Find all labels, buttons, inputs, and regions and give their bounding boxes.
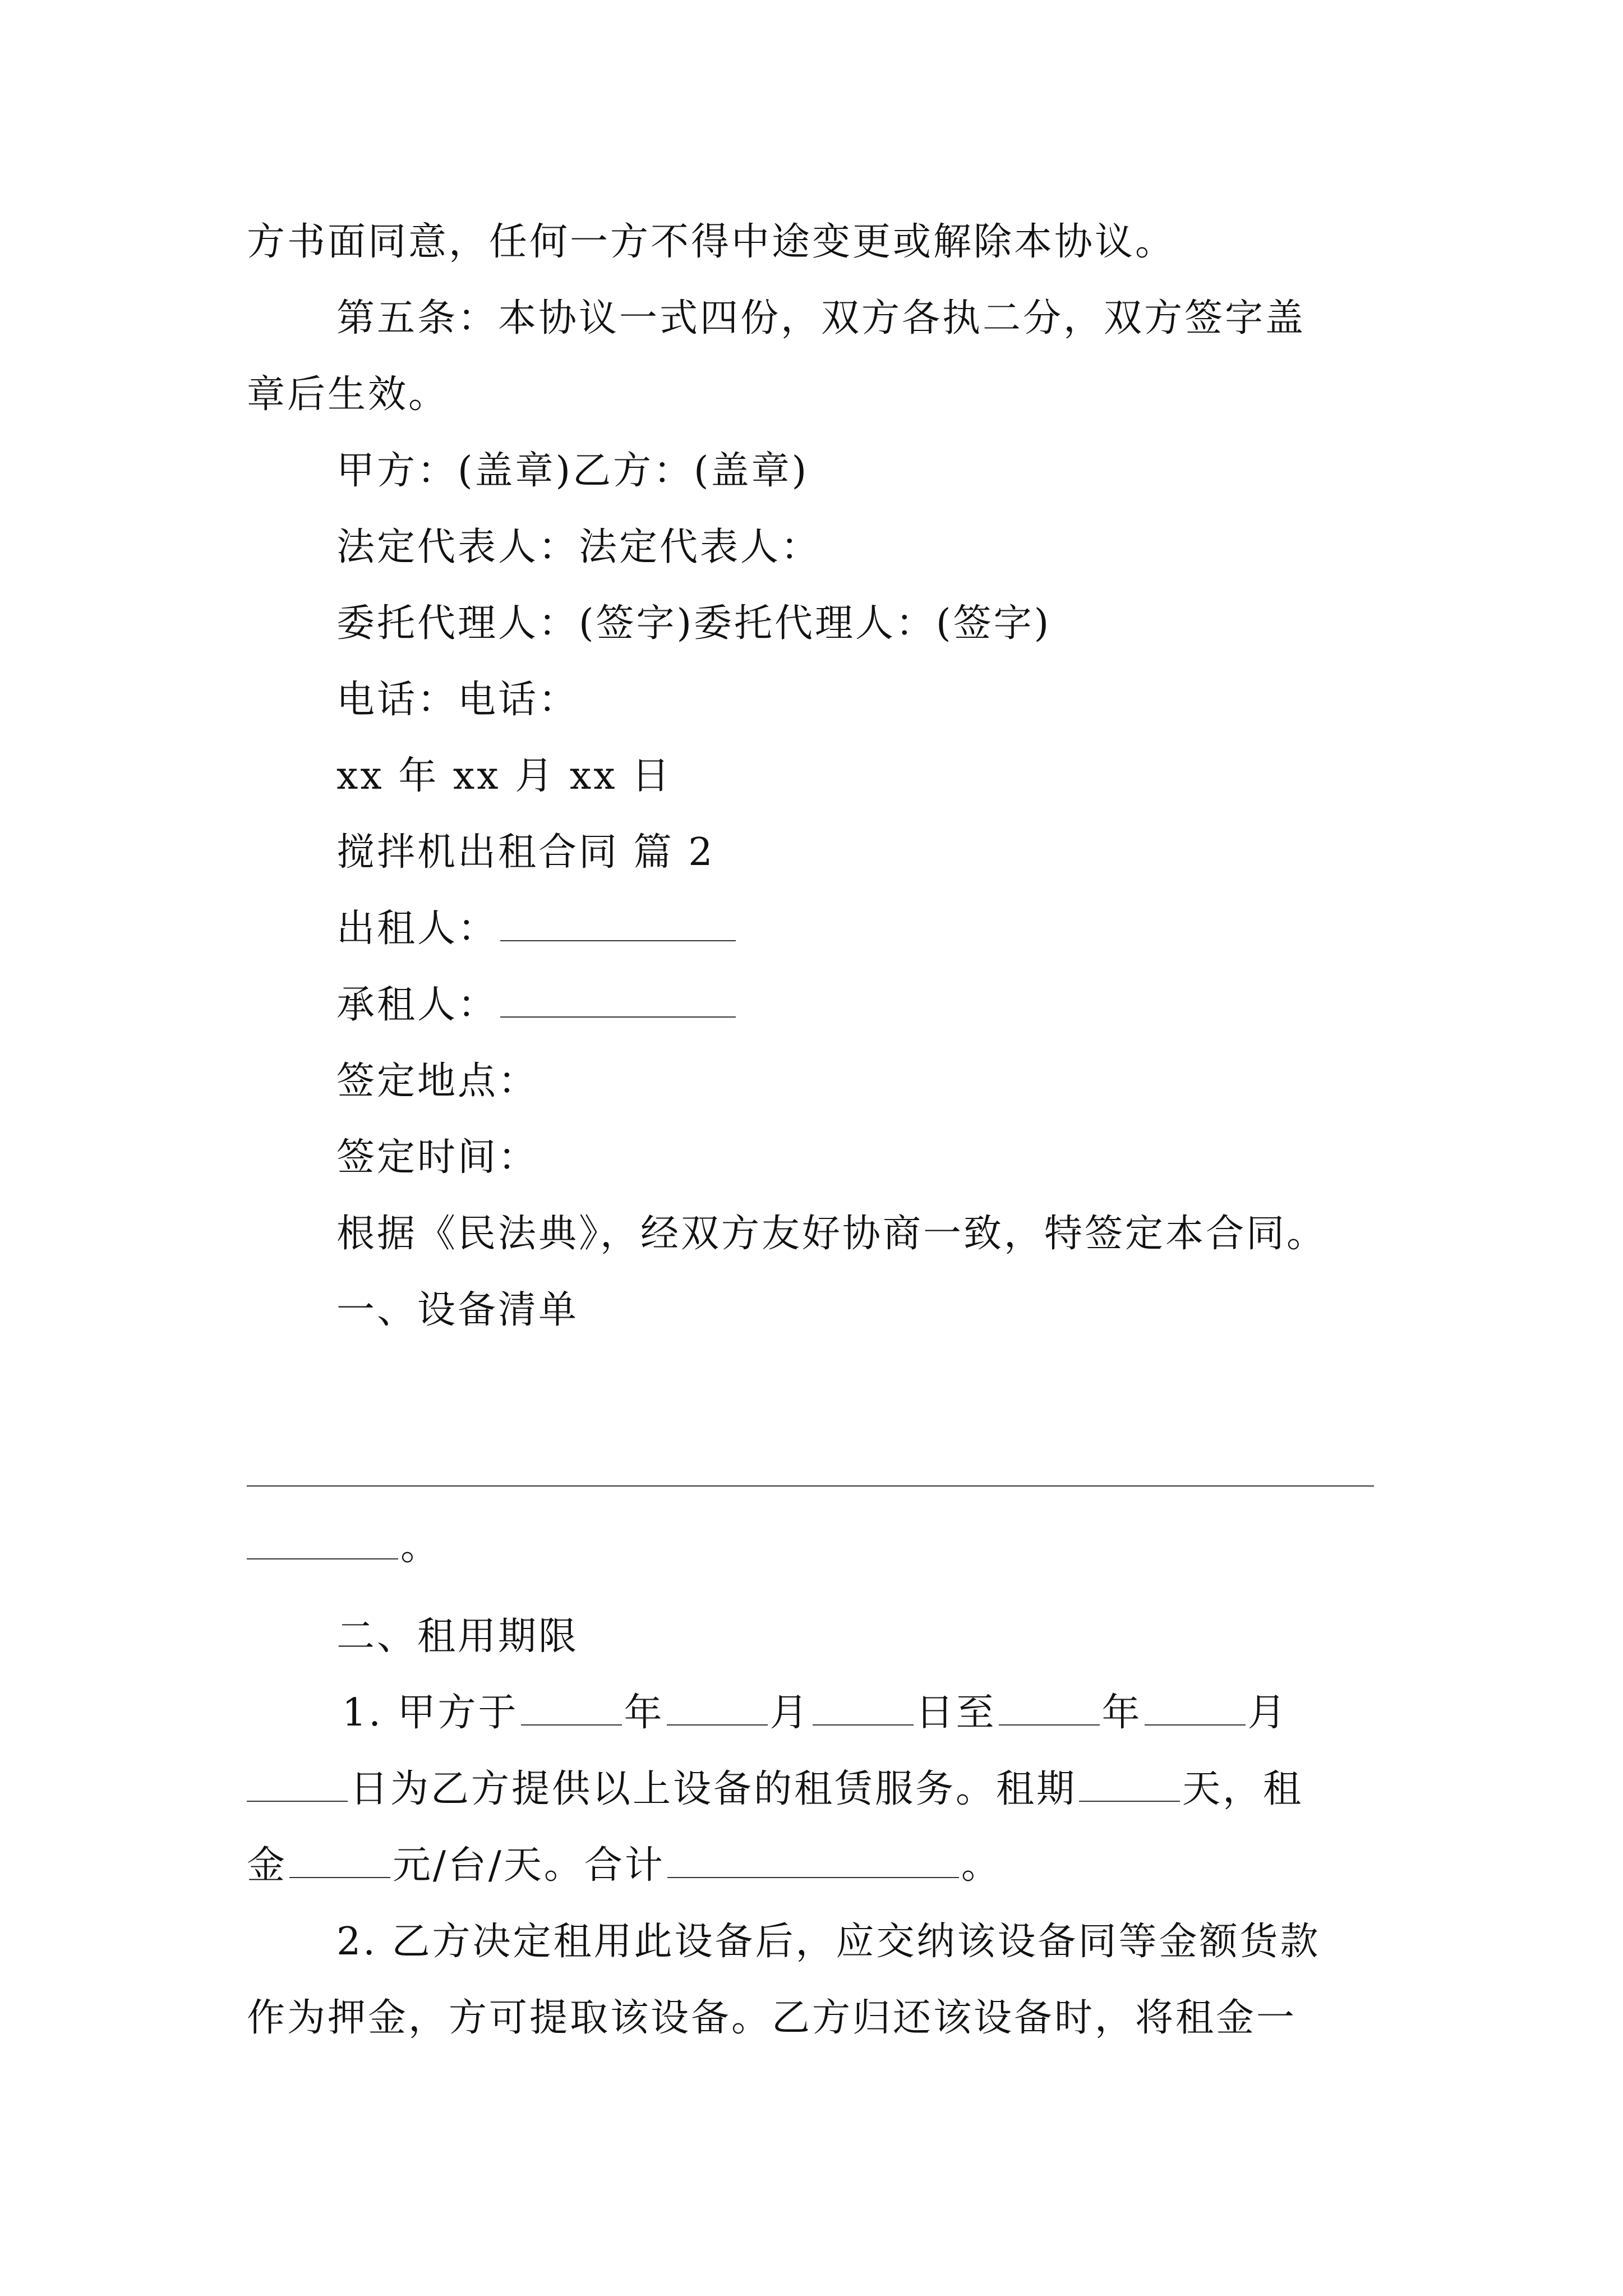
lessee-line — [336, 977, 738, 1033]
deposit-clause-line-1: 2. 乙方决定租用此设备后，应交纳该设备同等金额货款 — [336, 1920, 1321, 1964]
daily-rate-blank — [289, 1843, 390, 1878]
party-seal-line: 甲方：(盖章)乙方：(盖章) — [336, 449, 809, 493]
clause-text: 日至 — [915, 1691, 997, 1735]
period-mark: 。 — [400, 1525, 441, 1569]
preamble-line: 根据《民法典》，经双方友好协商一致，特签定本合同。 — [336, 1212, 1327, 1256]
lessor-blank — [500, 907, 736, 941]
lessee-label: 承租人： — [336, 983, 499, 1027]
paragraph-line: 章后生效。 — [247, 372, 449, 417]
total-amount-blank — [667, 1843, 959, 1878]
clause-text: 金 — [247, 1843, 288, 1888]
date-line: xx 年 xx 月 xx 日 — [336, 754, 672, 798]
phone-line: 电话：电话： — [336, 678, 579, 722]
signing-time-line: 签定时间： — [336, 1135, 539, 1180]
end-day-blank — [247, 1767, 348, 1802]
end-year-blank — [999, 1691, 1100, 1726]
deposit-clause-line-2: 作为押金，方可提取该设备。乙方归还该设备时，将租金一 — [247, 1996, 1297, 2040]
clause-text: 日为乙方提供以上设备的租赁服务。租期 — [350, 1767, 1077, 1811]
term-clause-line-3 — [247, 1838, 1002, 1894]
clause-text: 天，租 — [1182, 1767, 1304, 1811]
term-clause-line-1 — [342, 1685, 1288, 1741]
clause-text: 月 — [769, 1691, 810, 1735]
clause-text: 月 — [1247, 1691, 1288, 1735]
legal-rep-line: 法定代表人：法定代表人： — [336, 525, 822, 569]
start-year-blank — [521, 1691, 622, 1726]
start-day-blank — [813, 1691, 914, 1726]
term-clause-line-2 — [247, 1761, 1303, 1818]
signing-place-line: 签定地点： — [336, 1059, 539, 1103]
clause-text: 年 — [1101, 1691, 1142, 1735]
paragraph-line: 方书面同意，任何一方不得中途变更或解除本协议。 — [247, 220, 1176, 264]
article-five-line: 第五条：本协议一式四份，双方各执二分，双方签字盖 — [336, 296, 1306, 341]
clause-text: 1. 甲方于 — [342, 1691, 519, 1735]
equipment-list-blank — [247, 1525, 398, 1559]
clause-text: 。 — [961, 1843, 1002, 1888]
start-month-blank — [667, 1691, 768, 1726]
lessor-label: 出租人： — [336, 907, 499, 951]
section-heading-equipment: 一、设备清单 — [336, 1288, 579, 1332]
clause-text: 元/台/天。合计 — [393, 1843, 665, 1888]
clause-text: 年 — [624, 1691, 665, 1735]
section-heading-term: 二、租用期限 — [336, 1614, 579, 1659]
rental-days-blank — [1079, 1767, 1180, 1802]
equipment-list-blank-rule — [247, 1485, 1374, 1487]
lessee-blank — [500, 983, 736, 1018]
equipment-list-continuation — [247, 1519, 441, 1575]
contract-title: 搅拌机出租合同 篇 2 — [336, 830, 715, 875]
lessor-line — [336, 901, 738, 957]
end-month-blank — [1145, 1691, 1246, 1726]
agent-sign-line: 委托代理人：(签字)委托代理人：(签字) — [336, 601, 1052, 646]
